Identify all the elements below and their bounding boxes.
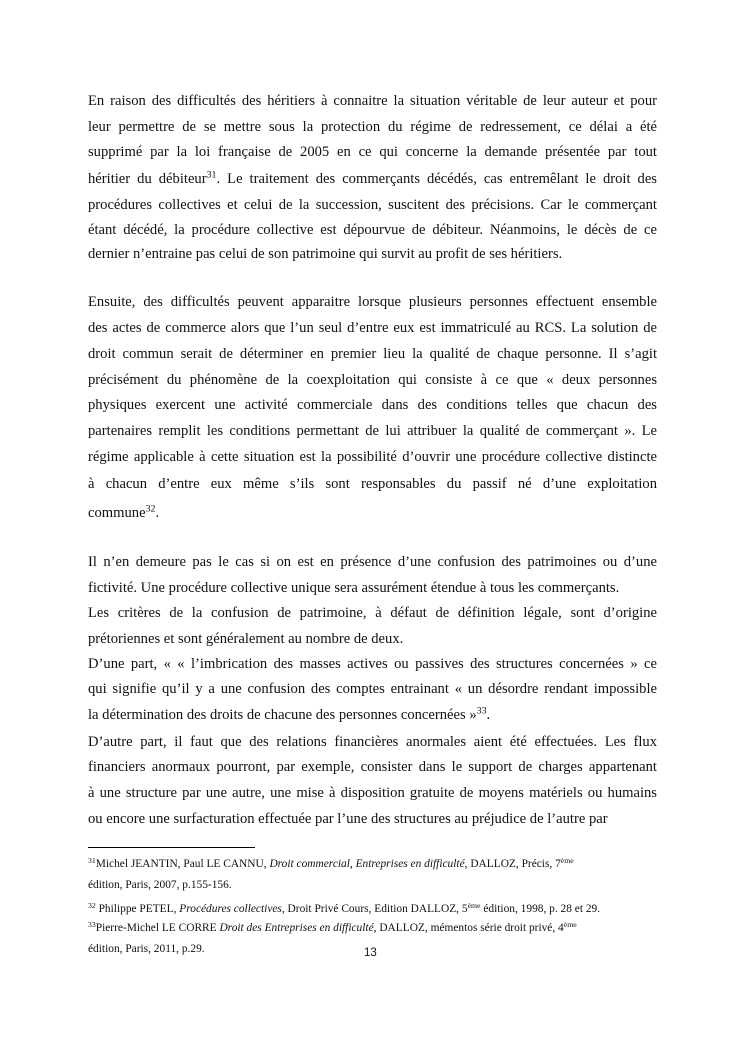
body-line <box>88 810 657 828</box>
text-segment: Pierre-Michel LE CORRE <box>95 922 220 934</box>
text-segment: des actes de commerce alors que l’un seul d’entre eux est immatriculé au RCS. La solution de <box>88 320 657 336</box>
text-segment: étant décédé, la procédure collective est dépourvue de débiteur. Néanmoins, le décès de ce <box>88 222 657 238</box>
text-segment: D’une part, « « l’imbrication des masses actives ou passives des structures concernées » ce <box>88 656 657 672</box>
text-segment: partenaires remplit les conditions permettant de lui attribuer la qualité de commerçant ». Le <box>88 423 657 439</box>
text-segment: Procédures collectives <box>179 903 282 915</box>
body-line <box>88 784 657 802</box>
text-segment: dernier n’entraine pas celui de son patrimoine qui survit au profit de ses héritiers. <box>88 246 563 262</box>
footnote-line <box>88 942 668 957</box>
body-line <box>88 680 657 698</box>
text-segment: héritier du débiteur <box>88 171 207 187</box>
text-segment: Il n’en demeure pas le cas si on est en présence d’une confusion des patrimoines ou d’une <box>88 554 657 570</box>
footnote-ref: 31 <box>206 170 217 181</box>
body-line <box>88 221 657 239</box>
text-segment: qui signifie qu’il y a une confusion des comptes entrainant « un désordre rendant impossible <box>88 681 657 697</box>
text-segment: En raison des difficultés des héritiers à connaitre la situation véritable de leur auteur et pour <box>88 93 657 109</box>
text-segment: à chacun d’entre eux même s’ils sont responsables du passif né d’une exploitation <box>88 476 657 492</box>
body-line <box>88 293 657 311</box>
footnote-ref: 31 <box>88 855 96 865</box>
text-segment: Droit commercial, Entreprises en difficulté <box>269 858 465 870</box>
footnote-ref: ème <box>467 900 481 910</box>
text-segment: , DALLOZ, Précis, 7 <box>464 858 561 870</box>
body-line <box>88 245 657 263</box>
footnote-ref: ème <box>560 855 574 865</box>
body-line <box>88 448 657 466</box>
text-segment: commune <box>88 505 146 521</box>
body-line <box>88 118 657 136</box>
page-number: 13 <box>364 947 377 959</box>
body-line <box>88 170 657 188</box>
body-line <box>88 706 657 724</box>
text-segment: , Droit Privé Cours, Edition DALLOZ, 5 <box>281 903 468 915</box>
body-line <box>88 758 657 776</box>
body-line <box>88 345 657 363</box>
footnote-line <box>88 902 668 917</box>
body-line <box>88 422 657 440</box>
text-segment: Michel JEANTIN, Paul LE CANNU, <box>95 858 270 870</box>
body-line <box>88 371 657 389</box>
body-line <box>88 92 657 110</box>
text-segment: , DALLOZ, mémentos série droit privé, 4 <box>373 922 564 934</box>
body-line <box>88 604 657 622</box>
footnote-line <box>88 878 668 893</box>
footnote-line <box>88 857 668 872</box>
body-line <box>88 196 657 214</box>
footnote-ref: ème <box>563 919 577 929</box>
text-segment: régime applicable à cette situation est la possibilité d’ouvrir une procédure collective distincte <box>88 449 657 465</box>
text-segment: précisément du phénomène de la coexploitation qui consiste à ce que « deux personnes <box>88 372 657 388</box>
footnote-separator <box>88 847 255 848</box>
text-segment: . <box>486 707 491 723</box>
text-segment: à une structure par une autre, une mise à disposition gratuite de moyens matériels ou humains <box>88 785 657 801</box>
text-segment: supprimé par la loi française de 2005 en ce qui concerne la demande présentée par tout <box>88 144 657 160</box>
body-line <box>88 630 657 648</box>
text-segment: prétoriennes et sont généralement au nombre de deux. <box>88 631 404 647</box>
text-segment: financiers anormaux pourront, par exemple, consister dans le support de charges appartenant <box>88 759 657 775</box>
footnote-line <box>88 921 668 936</box>
text-segment: droit commun serait de déterminer en premier lieu la qualité de chaque personne. Il s’agit <box>88 346 657 362</box>
footnote-ref: 32 <box>88 900 96 910</box>
footnote-ref: 32 <box>145 503 156 515</box>
footnote-ref: 33 <box>88 919 96 929</box>
text-segment: D’autre part, il faut que des relations financières anormales aient été effectuées. Les flux <box>88 734 657 750</box>
body-line <box>88 143 657 161</box>
body-line <box>88 396 657 414</box>
body-line <box>88 475 657 493</box>
text-segment: . Le traitement des commerçants décédés, cas entremêlant le droit des <box>216 171 657 187</box>
text-segment: édition, 1998, p. 28 et 29. <box>480 903 601 915</box>
body-line <box>88 733 657 751</box>
text-segment: édition, Paris, 2011, p.29. <box>88 943 205 955</box>
footnote-ref: 33 <box>476 705 487 717</box>
body-line <box>88 579 657 597</box>
text-segment: procédures collectives et celui de la succession, suscitent des précisions. Car le commerçant <box>88 197 657 213</box>
text-segment: . <box>155 505 160 521</box>
body-line <box>88 319 657 337</box>
text-segment: Les critères de la confusion de patrimoine, à défaut de définition légale, sont d’origine <box>88 605 657 621</box>
text-segment: ou encore une surfacturation effectuée par l’une des structures au préjudice de l’autre par <box>88 811 608 827</box>
text-segment: physiques exercent une activité commerciale dans des conditions telles que chacun des <box>88 397 657 413</box>
text-segment: leur permettre de se mettre sous la protection du régime de redressement, ce délai a été <box>88 119 657 135</box>
body-line <box>88 655 657 673</box>
body-line <box>88 504 657 522</box>
text-segment: édition, Paris, 2007, p.155-156. <box>88 879 232 891</box>
body-line <box>88 553 657 571</box>
text-segment: Droit des Entreprises en difficulté <box>219 922 374 934</box>
text-segment: fictivité. Une procédure collective unique sera assurément étendue à tous les commerçants. <box>88 580 620 596</box>
text-segment: Ensuite, des difficultés peuvent apparaitre lorsque plusieurs personnes effectuent ensemble <box>88 294 657 310</box>
text-segment: Philippe PETEL, <box>95 903 180 915</box>
text-segment: la détermination des droits de chacune des personnes concernées » <box>88 707 477 723</box>
